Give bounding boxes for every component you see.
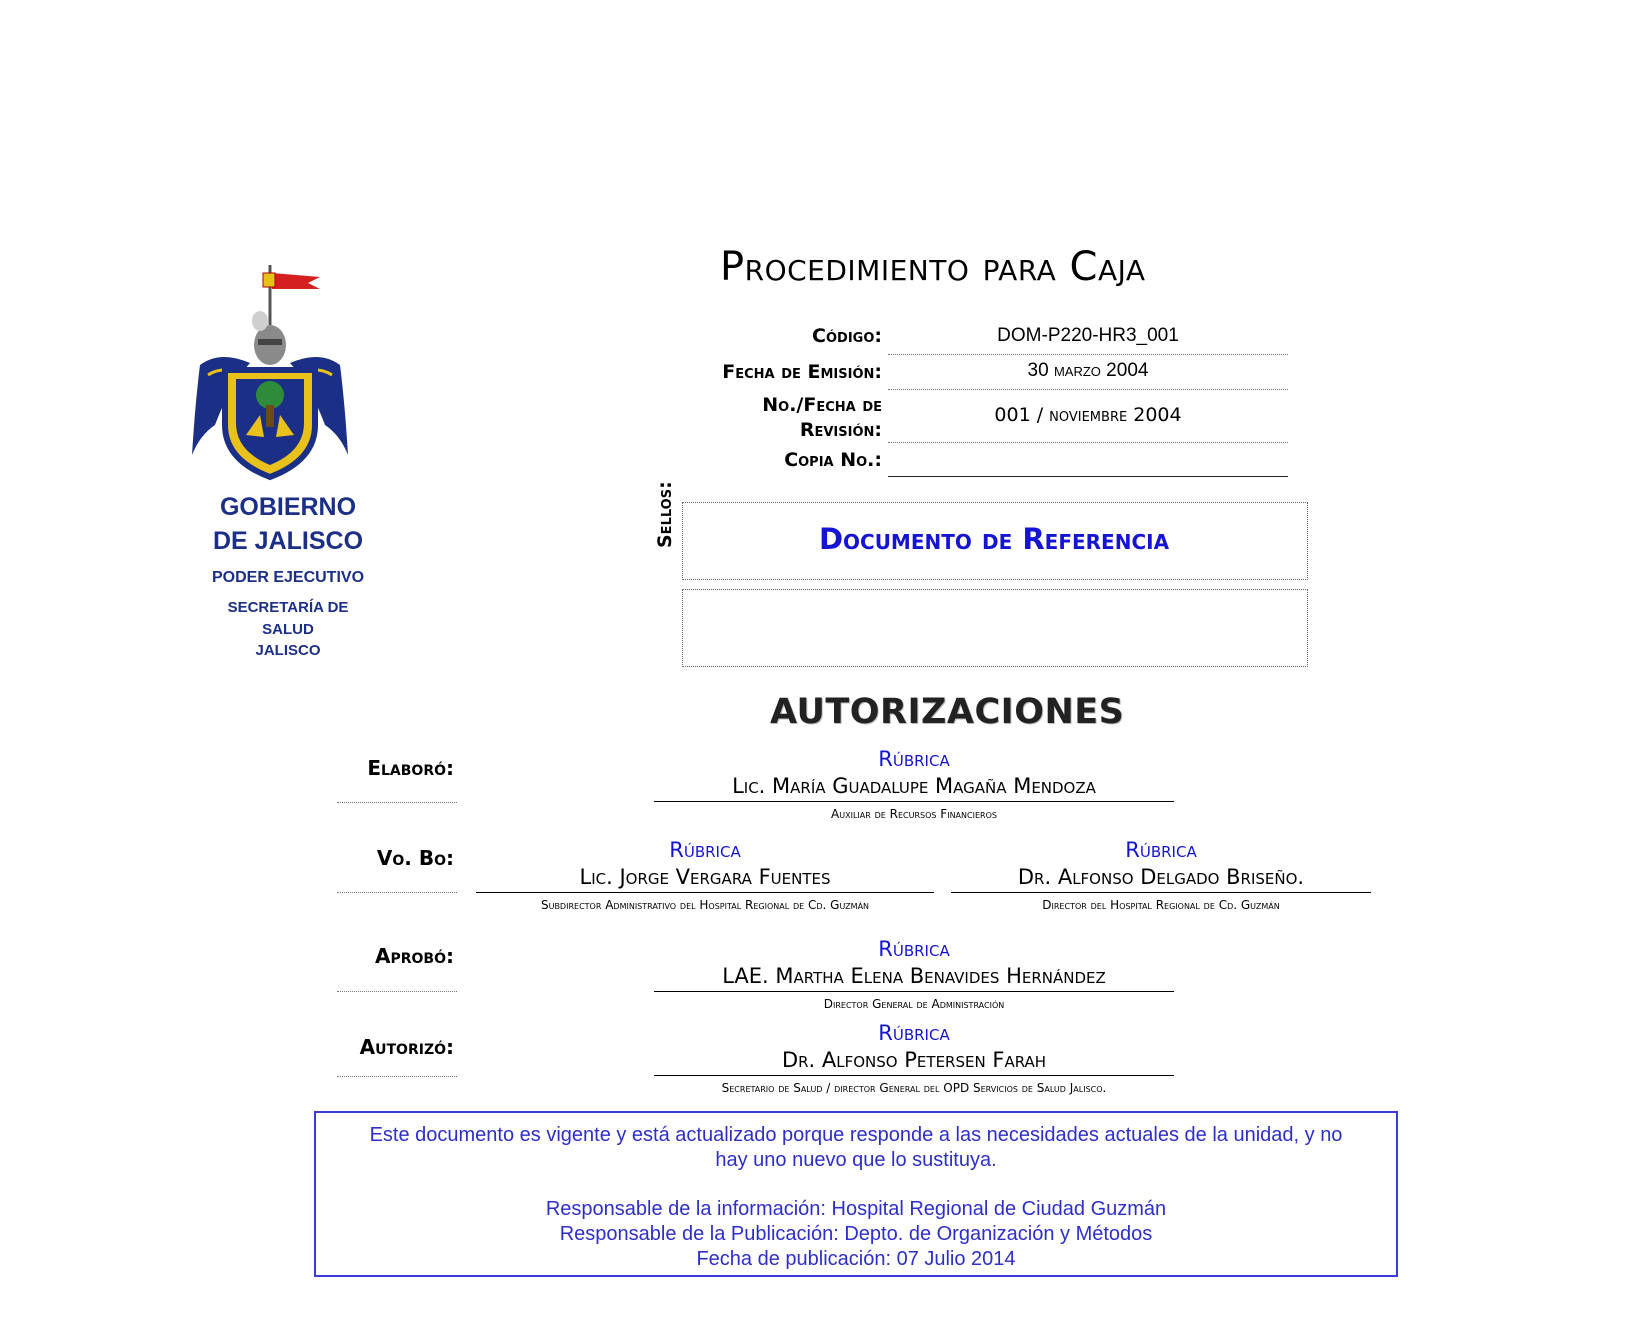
autorizo-name: Dr. Alfonso Petersen Farah [781, 1048, 1047, 1072]
authorizations-title: AUTORIZACIONES [770, 692, 1125, 732]
copia-line [888, 476, 1288, 477]
aprobo-name: LAE. Martha Elena Benavides Hernández [722, 964, 1106, 988]
revision-label-1: No./Fecha de [762, 394, 882, 416]
elaboro-rubrica: Rúbrica [878, 747, 950, 771]
revision-label-2: Revisión: [799, 419, 882, 441]
validity-notice-box [314, 1111, 1398, 1277]
autorizo-dotted-line [337, 1076, 457, 1077]
fecha-emision-line [888, 389, 1288, 390]
notice-line-1: Este documento es vigente y está actualizado porque responde a las necesidades actuales de la unidad, y no [369, 1124, 1343, 1146]
coat-of-arms-icon [180, 255, 380, 485]
logo-line-jalisco-2: JALISCO [255, 642, 321, 659]
aprobo-signature-line [654, 991, 1174, 992]
vobo-dotted-line [337, 892, 457, 893]
codigo-label: Código: [812, 325, 882, 347]
reference-document-title: Documento de Referencia [818, 522, 1170, 556]
revision-value: 001 / noviembre 2004 [994, 404, 1182, 426]
codigo-value: DOM-P220-HR3_001 [997, 325, 1179, 346]
logo-line-salud: SALUD [262, 621, 314, 638]
aprobo-dotted-line [337, 991, 457, 992]
autorizo-label: Autorizó: [359, 1035, 454, 1059]
autorizo-position: Secretario de Salud / director General del OPD Servicios de Salud Jalisco. [721, 1081, 1107, 1095]
elaboro-name: Lic. María Guadalupe Magaña Mendoza [732, 774, 1096, 798]
logo-line-gobierno: GOBIERNO [219, 493, 357, 521]
elaboro-signature-line [654, 801, 1174, 802]
vobo-left-name: Lic. Jorge Vergara Fuentes [579, 865, 831, 889]
revision-line [888, 442, 1288, 443]
vobo-right-name: Dr. Alfonso Delgado Briseño. [1017, 865, 1305, 889]
vobo-right-position: Director del Hospital Regional de Cd. Guzmán [1042, 898, 1280, 912]
fecha-emision-value: 30 marzo 2004 [1027, 360, 1149, 381]
sellos-label: Sellos: [654, 481, 676, 548]
government-logo [180, 255, 380, 675]
notice-fecha-publicacion: Fecha de publicación: 07 Julio 2014 [696, 1248, 1016, 1270]
vobo-right-signature-line [951, 892, 1371, 893]
document-title: Procedimiento para Caja [720, 244, 1146, 290]
fecha-emision-label: Fecha de Emisión: [722, 361, 882, 383]
aprobo-rubrica: Rúbrica [878, 937, 950, 961]
elaboro-position: Auxiliar de Recursos Financieros [831, 807, 997, 821]
autorizo-signature-line [654, 1075, 1174, 1076]
vobo-right-rubrica: Rúbrica [1125, 838, 1197, 862]
logo-line-secretaria: SECRETARÍA DE [227, 599, 349, 616]
copia-label: Copia No.: [784, 449, 882, 471]
autorizo-rubrica: Rúbrica [878, 1021, 950, 1045]
aprobo-label: Aprobó: [375, 944, 454, 968]
elaboro-label: Elaboró: [367, 756, 454, 780]
elaboro-dotted-line [337, 802, 457, 803]
logo-line-poder: PODER EJECUTIVO [211, 569, 365, 586]
vobo-label: Vo. Bo: [376, 846, 454, 870]
logo-line-jalisco: DE JALISCO [212, 527, 364, 555]
vobo-left-position: Subdirector Administrativo del Hospital Regional de Cd. Guzmán [540, 898, 870, 912]
notice-responsable-publicacion: Responsable de la Publicación: Depto. de Organización y Métodos [559, 1223, 1153, 1245]
sello-box-bottom [682, 589, 1308, 667]
codigo-line [888, 354, 1288, 355]
notice-responsable-informacion: Responsable de la información: Hospital Regional de Ciudad Guzmán [545, 1198, 1167, 1220]
notice-line-2: hay uno nuevo que lo sustituya. [715, 1149, 997, 1171]
vobo-left-signature-line [476, 892, 934, 893]
aprobo-position: Director General de Administración [823, 997, 1005, 1011]
vobo-left-rubrica: Rúbrica [669, 838, 741, 862]
